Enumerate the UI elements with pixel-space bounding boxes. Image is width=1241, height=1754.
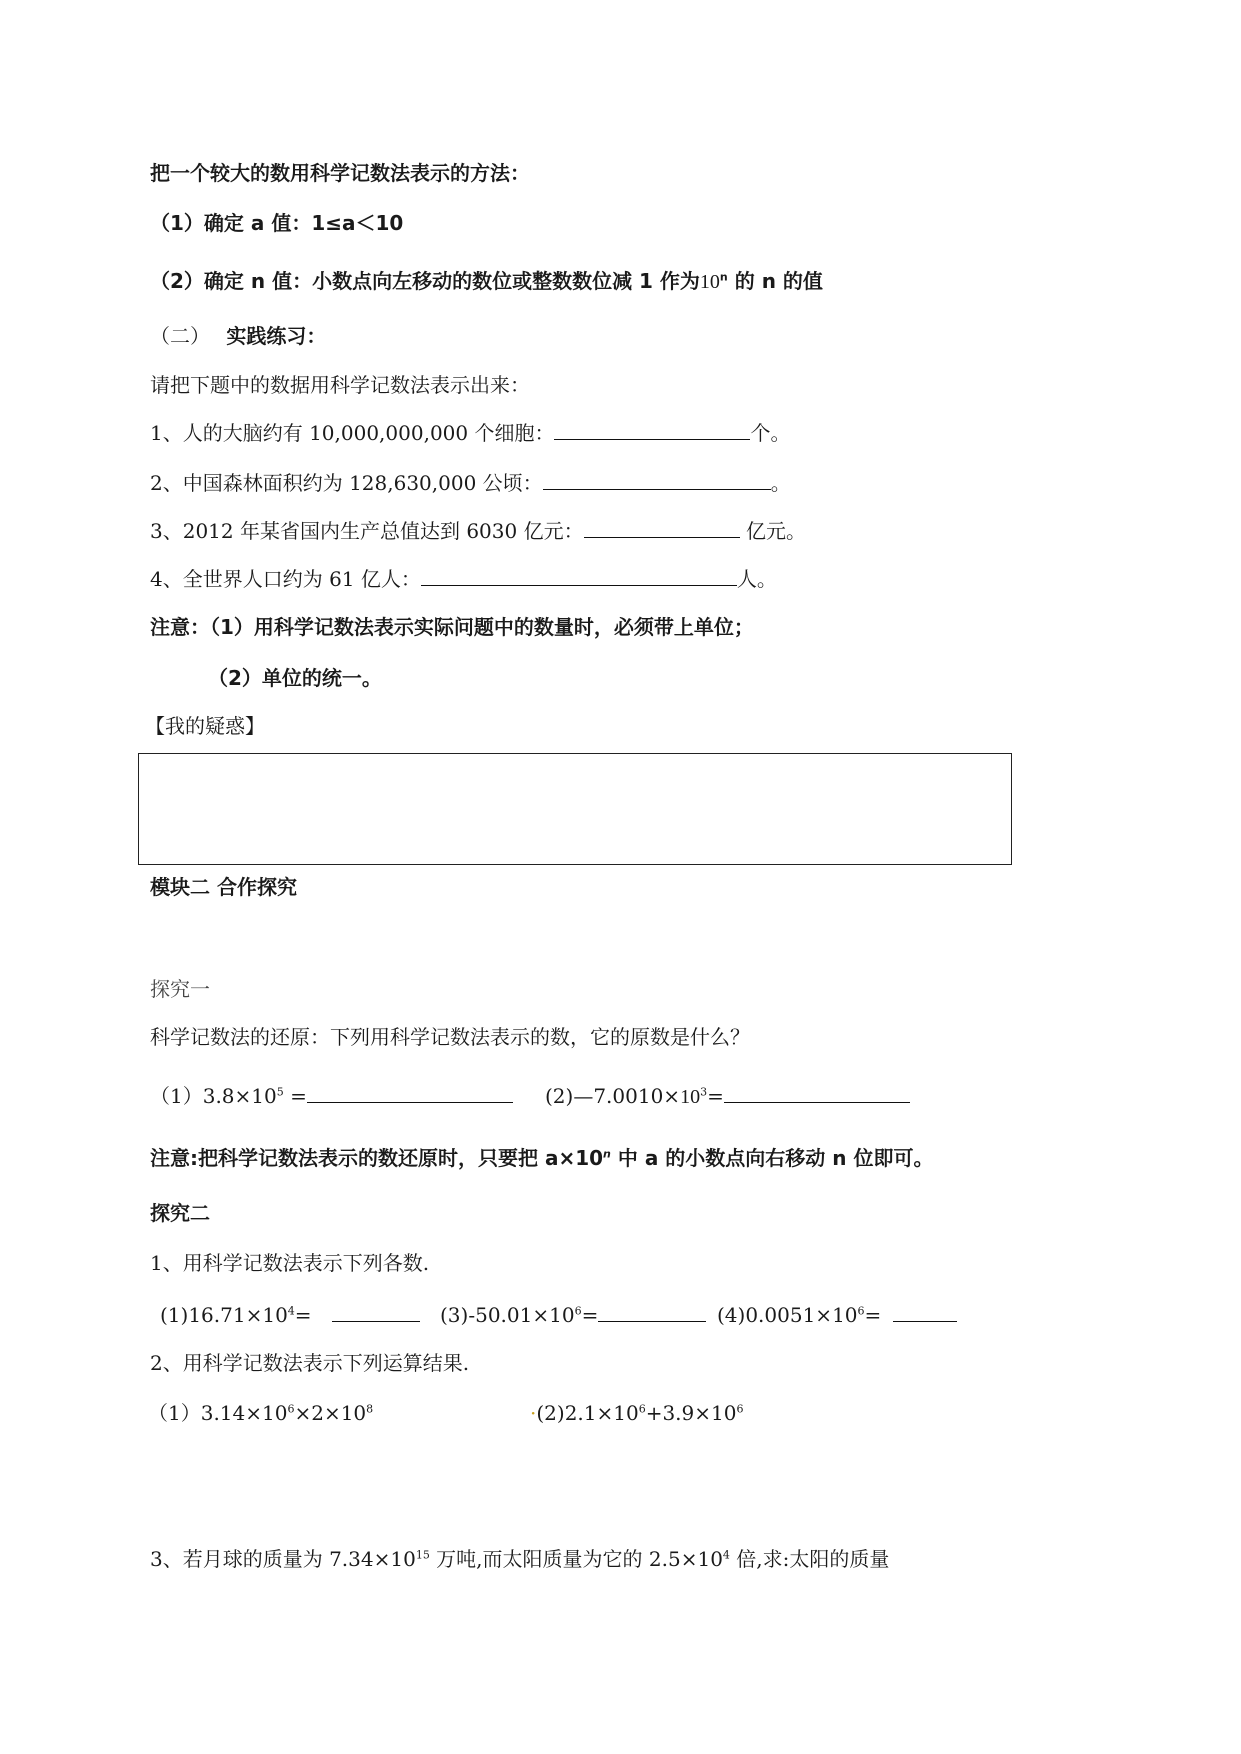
explore-2-q1-item-c-equals: =: [864, 1303, 882, 1327]
explore-2-q1-item-b-equals: =: [581, 1303, 599, 1327]
question-4: [150, 566, 777, 592]
explore-2-q1-blank-c[interactable]: [893, 1320, 957, 1322]
note-2-exponent: n: [603, 1147, 611, 1161]
practice-heading: [150, 323, 326, 349]
question-3-text: 3、2012 年某省国内生产总值达到 6030 亿元：: [150, 519, 584, 543]
question-1-unit: 个。: [750, 421, 791, 445]
explore-2-q3-exponent-2: 4: [722, 1548, 730, 1562]
explore-2-q2-item-a-text: （1）3.14×10: [148, 1401, 288, 1425]
method-title: 把一个较大的数用科学记数法表示的方法：: [150, 161, 530, 185]
doubt-box[interactable]: [138, 753, 1012, 865]
explore-2-q2-item-b-exponent-1: 6: [638, 1402, 646, 1416]
explore-2-q1-blank-b[interactable]: [598, 1320, 706, 1322]
practice-intro: 请把下题中的数据用科学记数法表示出来：: [150, 373, 530, 397]
explore-2-q2-item-a-exponent-2: 8: [366, 1402, 374, 1416]
note-1-line-1: 注意：（1）用科学记数法表示实际问题中的数量时，必须带上单位；: [150, 615, 754, 639]
explore-1-answer-blank-1[interactable]: [307, 1101, 513, 1103]
explore-2-q1-item-c: [717, 1302, 957, 1328]
explore-2-q2-item-b-exponent-2: 6: [736, 1402, 744, 1416]
explore-2-q2-item-b-middle: +3.9×10: [645, 1401, 737, 1425]
explore-1-item-1: [150, 1083, 513, 1109]
question-2: [150, 470, 791, 496]
explore-2-q1-item-a-equals: =: [294, 1303, 312, 1327]
note-2-tail: 中 a 的小数点向右移动 n 位即可。: [610, 1146, 934, 1170]
question-1: [150, 420, 790, 446]
explore-1-item-1-text: （1）3.8×10: [150, 1084, 277, 1108]
power-exponent: n: [719, 270, 728, 284]
explore-2-q1-item-c-exponent: 6: [857, 1304, 865, 1318]
explore-2-q2-item-a-exponent-1: 6: [287, 1402, 295, 1416]
note-1-line-2: （2）单位的统一。: [208, 666, 382, 690]
note-2-text: 注意:把科学记数法表示的数还原时，只要把 a×10: [150, 1146, 604, 1170]
practice-number: （二）: [150, 324, 210, 348]
explore-2-q1-blank-a[interactable]: [332, 1320, 420, 1322]
explore-2-q1-item-c-text: (4)0.0051×10: [717, 1303, 858, 1327]
explore-2-q3-middle: 万吨,而太阳质量为它的 2.5×10: [429, 1547, 723, 1571]
explore-2-q2-item-b: [530, 1400, 743, 1426]
explore-1-item-2-equals: =: [707, 1084, 724, 1108]
explore-2-q1-item-a-text: (1)16.71×10: [160, 1303, 288, 1327]
explore-2-q2-item-b-text: (2)2.1×10: [536, 1401, 639, 1425]
method-step-1: （1）确定 a 值：1≤a＜10: [150, 211, 404, 235]
explore-2-question-2: 2、用科学记数法表示下列运算结果.: [150, 1351, 470, 1375]
explore-2-question-3: [150, 1546, 889, 1572]
explore-2-q3-text: 3、若月球的质量为 7.34×10: [150, 1547, 416, 1571]
explore-2-q3-tail: 倍,求:太阳的质量: [729, 1547, 890, 1571]
practice-title: 实践练习：: [226, 324, 327, 348]
explore-2-q3-exponent-1: 15: [415, 1548, 430, 1562]
answer-blank-1[interactable]: [554, 438, 750, 440]
explore-2-q1-item-b: [440, 1302, 706, 1328]
method-step-2-tail: 的 n 的值: [727, 269, 823, 293]
answer-blank-3[interactable]: [584, 536, 740, 538]
explore-2-q2-item-a-middle: ×2×10: [294, 1401, 367, 1425]
explore-1-item-1-equals: =: [283, 1084, 307, 1108]
explore-1-item-2-text: (2)—7.0010×: [545, 1084, 681, 1108]
explore-1-title: 探究一: [150, 977, 210, 1001]
explore-1-question: 科学记数法的还原：下列用科学记数法表示的数，它的原数是什么？: [150, 1025, 750, 1049]
answer-blank-4[interactable]: [421, 584, 737, 586]
explore-1-item-2: [545, 1083, 910, 1110]
question-4-text: 4、全世界人口约为 61 亿人：: [150, 567, 421, 591]
question-4-unit: 人。: [736, 567, 777, 591]
explore-2-title: 探究二: [150, 1201, 210, 1225]
explore-2-q1-item-b-exponent: 6: [574, 1304, 582, 1318]
note-2: [150, 1145, 933, 1171]
question-1-text: 1、人的大脑约有 10,000,000,000 个细胞：: [150, 421, 555, 445]
question-2-unit: 。: [770, 471, 791, 495]
stray-mark: ·: [530, 1401, 537, 1425]
explore-2-q1-item-b-text: (3)-50.01×10: [440, 1303, 575, 1327]
power-base: 10: [699, 271, 720, 293]
explore-1-answer-blank-2[interactable]: [724, 1101, 910, 1103]
explore-1-item-1-exponent: 5: [276, 1085, 284, 1099]
method-step-2: [150, 268, 823, 295]
question-2-text: 2、中国森林面积约为 128,630,000 公顷：: [150, 471, 543, 495]
explore-2-q1-item-a: [160, 1302, 420, 1328]
method-step-2-text: （2）确定 n 值：小数点向左移动的数位或整数数位减 1 作为: [150, 269, 700, 293]
module-2-title: 模块二 合作探究: [150, 875, 297, 899]
explore-2-question-1: 1、用科学记数法表示下列各数.: [150, 1251, 430, 1275]
explore-2-q1-item-a-exponent: 4: [287, 1304, 295, 1318]
doubt-label: 【我的疑惑】: [145, 714, 265, 738]
explore-2-q2-item-a: [148, 1400, 373, 1426]
explore-1-item-2-exponent: 3: [700, 1085, 708, 1099]
answer-blank-2[interactable]: [543, 488, 771, 490]
question-3-unit: 亿元。: [739, 519, 806, 543]
explore-1-item-2-base: 10: [680, 1086, 701, 1108]
question-3: [150, 518, 806, 544]
